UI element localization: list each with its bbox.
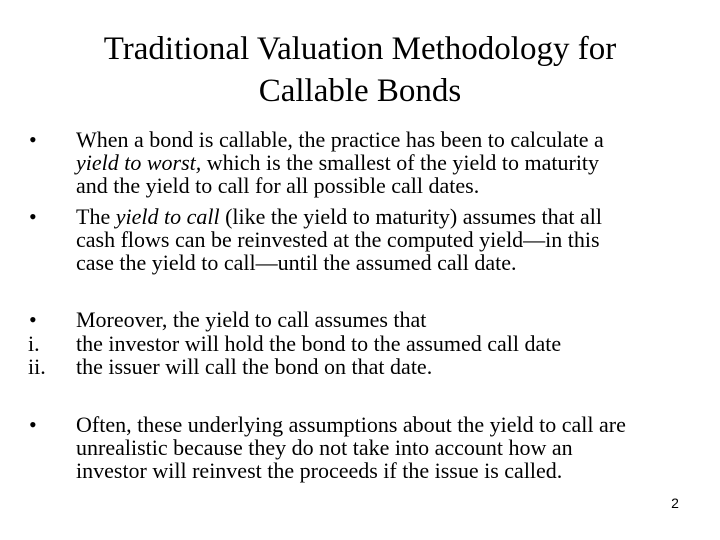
text-line: investor will reinvest the proceeds if the issue is called. — [76, 458, 563, 483]
text-line: the investor will hold the bond to the assumed call date — [76, 331, 562, 356]
bullet-marker: • — [29, 127, 37, 152]
text-fragment: (like the yield to maturity) assumes that all — [219, 204, 603, 229]
page-number: 2 — [671, 495, 679, 511]
text-line: unrealistic because they do not take into account how an — [76, 435, 573, 460]
bullet-marker: • — [29, 307, 37, 332]
slide-title-line-1: Traditional Valuation Methodology for — [103, 31, 617, 67]
roman-marker: i. — [28, 331, 40, 356]
text-line: the issuer will call the bond on that date. — [76, 354, 433, 379]
roman-marker: ii. — [28, 354, 46, 379]
text-line — [76, 205, 696, 228]
bullet-text — [76, 413, 696, 482]
text-line: When a bond is callable, the practice has been to calculate a — [76, 127, 604, 152]
text-fragment: which is the smallest of the yield to maturity — [201, 150, 600, 175]
text-line: cash flows can be reinvested at the computed yield—in this — [76, 227, 600, 252]
bullet-text — [76, 308, 696, 331]
sub-item-text — [76, 332, 696, 355]
italic-term: yield to call — [115, 204, 220, 229]
text-line: Moreover, the yield to call assumes that — [76, 307, 427, 332]
bullet-marker: • — [29, 204, 37, 229]
text-line: and the yield to call for all possible call dates. — [76, 173, 480, 198]
sub-item-text — [76, 355, 696, 378]
text-line: Often, these underlying assumptions about the yield to call are — [76, 412, 626, 437]
text-line: case the yield to call—until the assumed call date. — [76, 250, 517, 275]
slide-title-line-2: Callable Bonds — [258, 73, 462, 109]
bullet-text — [76, 128, 696, 197]
bullet-text — [76, 205, 696, 274]
slide-title — [40, 28, 680, 112]
bullet-marker: • — [29, 412, 37, 437]
text-fragment: The — [76, 204, 116, 229]
text-line — [76, 151, 696, 174]
italic-term: yield to worst, — [76, 150, 202, 175]
